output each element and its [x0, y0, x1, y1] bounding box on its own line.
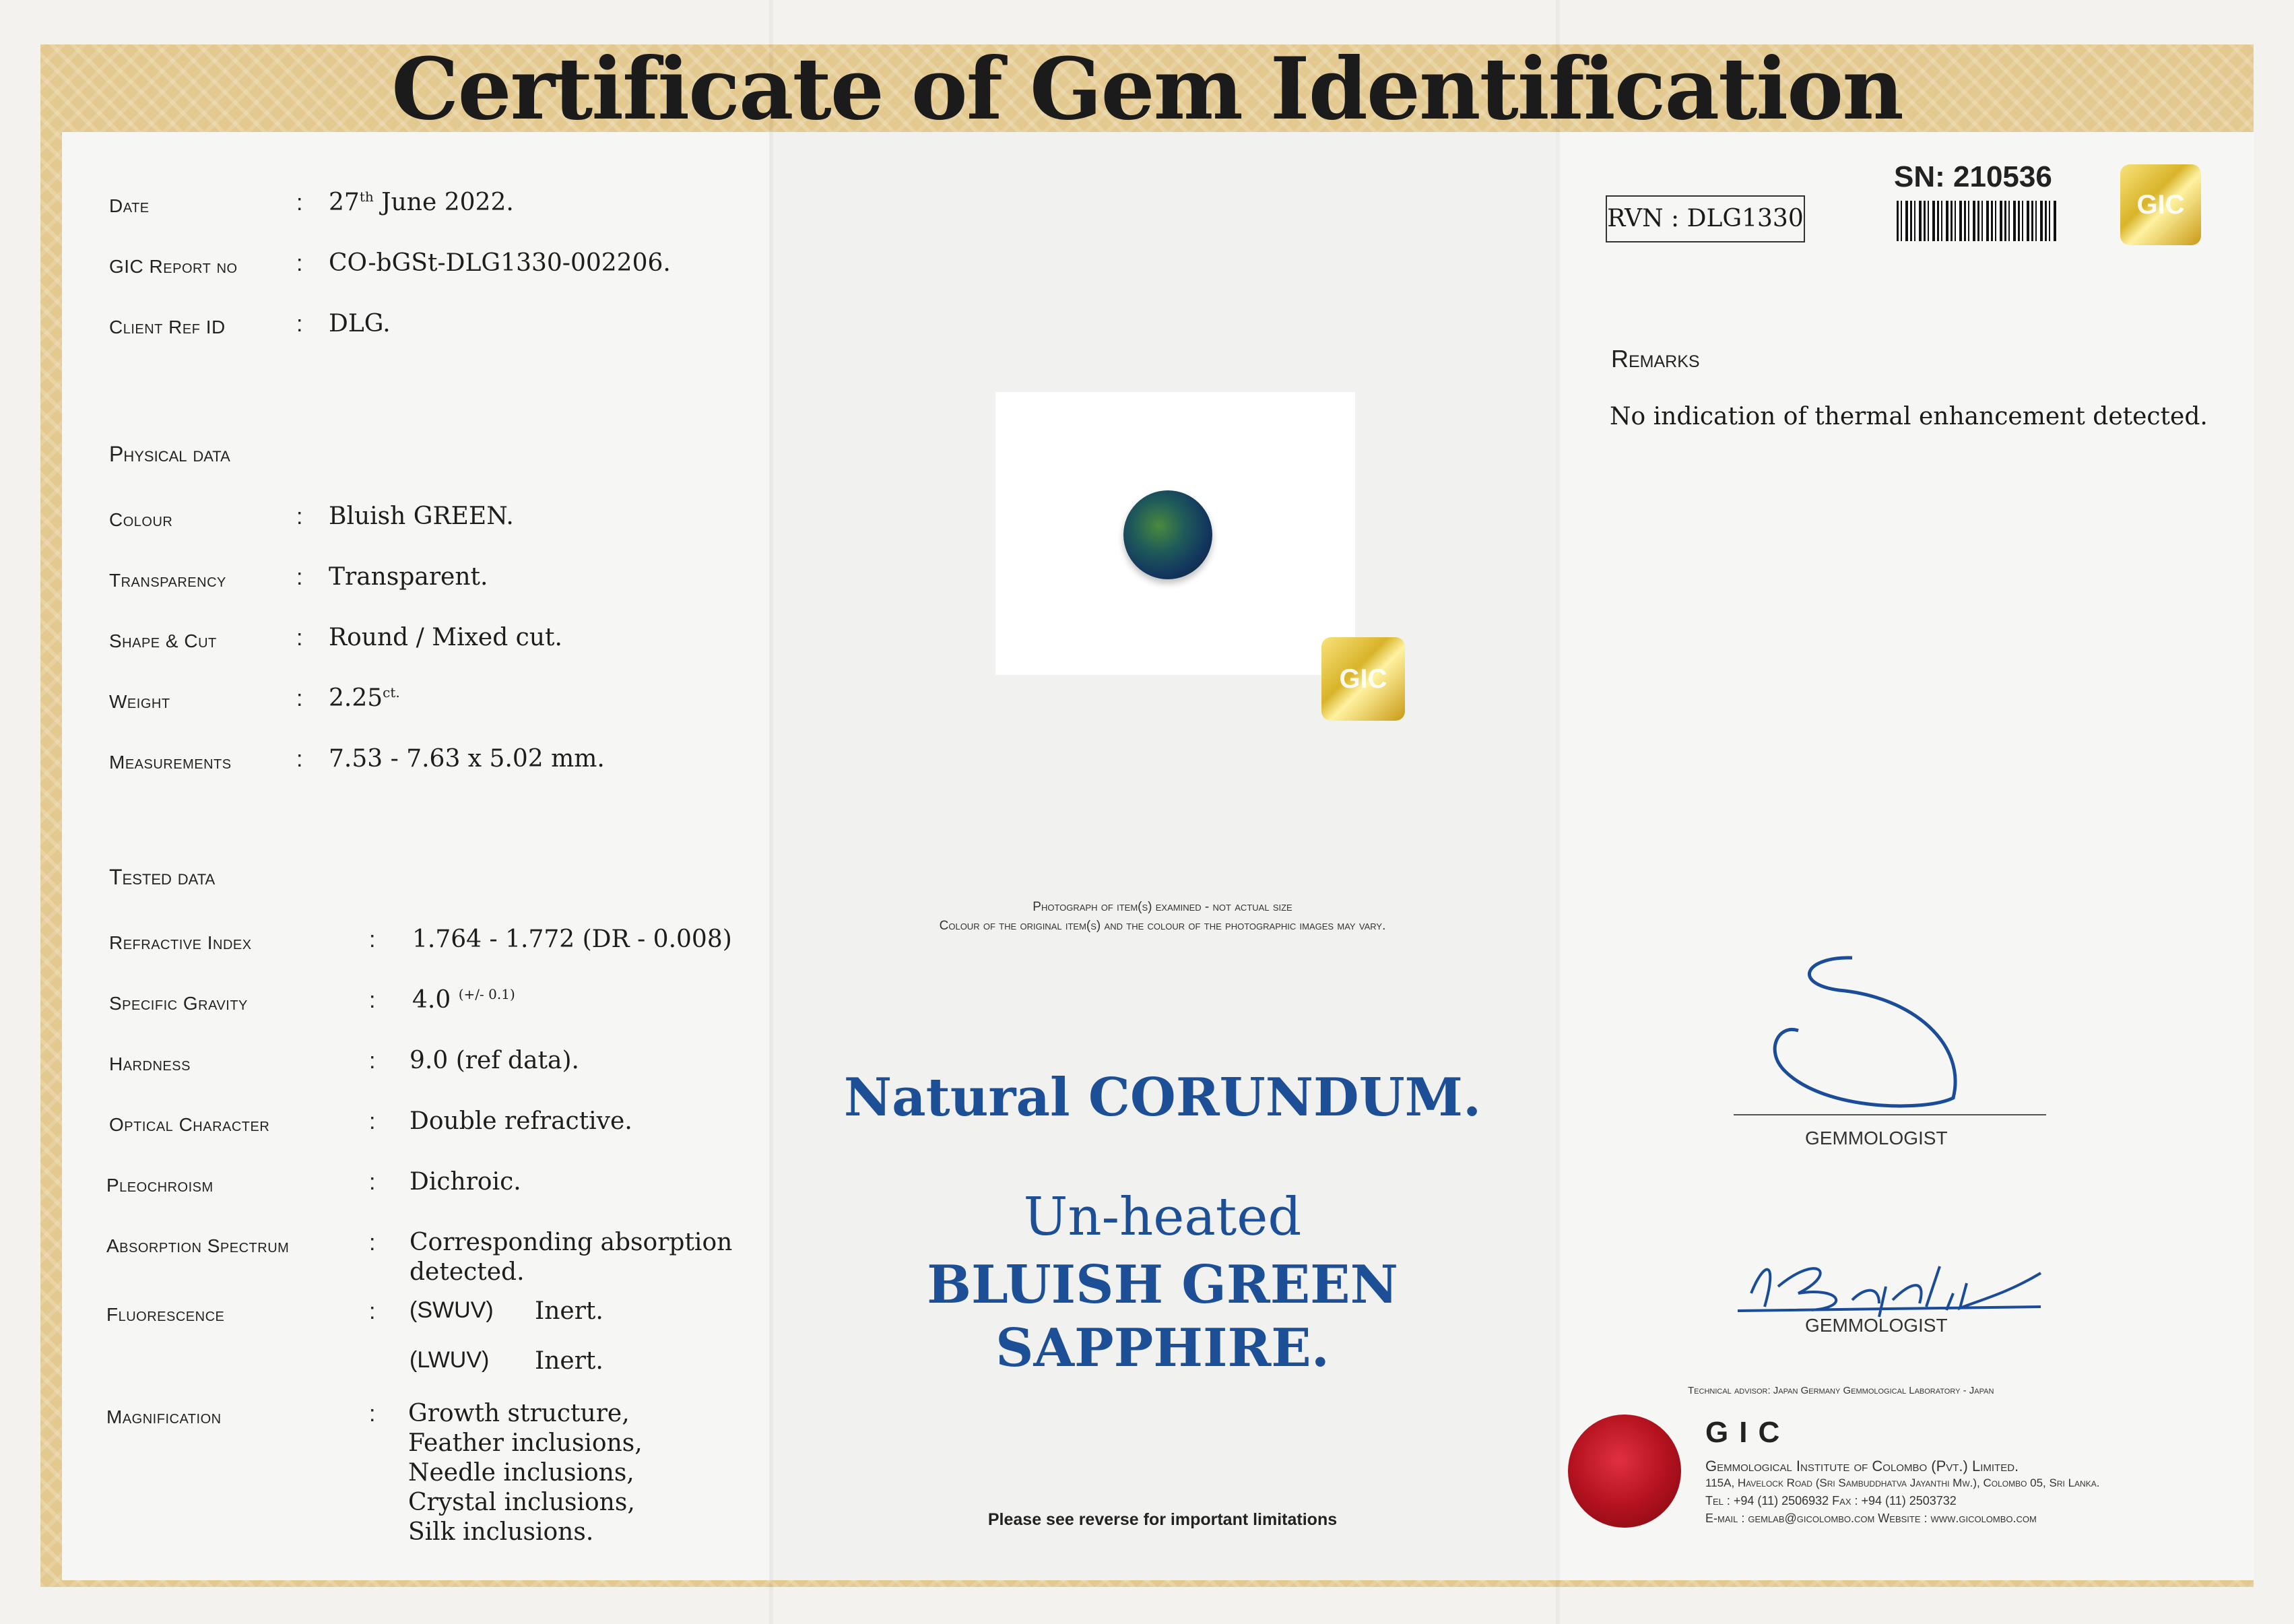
gemmologist-label-1: GEMMOLOGIST	[1805, 1128, 1948, 1148]
lwuv-label: (LWUV)	[409, 1347, 490, 1373]
colon: :	[296, 625, 303, 651]
absorption-spectrum-value: Corresponding absorption	[409, 1229, 733, 1256]
colon: :	[369, 1169, 376, 1195]
transparency-label: Transparency	[109, 570, 226, 591]
signature-line-1	[1734, 1114, 2046, 1115]
colon: :	[296, 504, 303, 529]
colour-label: Colour	[109, 509, 173, 530]
hologram-sticker: GIC	[2120, 164, 2201, 245]
measurements-value: 7.53 - 7.63 x 5.02 mm.	[329, 745, 605, 773]
technical-advisor: Technical advisor: Japan Germany Gemmological Laboratory - Japan	[1688, 1385, 1994, 1396]
pleochroism-value: Dichroic.	[409, 1168, 521, 1196]
refractive-index-value: 1.764 - 1.772 (DR - 0.008)	[412, 925, 732, 953]
date-value: 27th June 2022.	[329, 189, 514, 216]
client-ref-value: DLG.	[329, 310, 391, 337]
remarks-text: No indication of thermal enhancement detected.	[1610, 403, 2208, 430]
remarks-heading: Remarks	[1611, 345, 1700, 372]
institute-address: 115A, Havelock Road (Sri Sambuddhatva Jayanthi Mw.), Colombo 05, Sri Lanka.	[1705, 1476, 2100, 1489]
magnification-value-2: Feather inclusions,	[408, 1429, 643, 1457]
swuv-label: (SWUV)	[409, 1297, 494, 1323]
hardness-value: 9.0 (ref data).	[409, 1047, 579, 1074]
colon: :	[296, 311, 303, 337]
variety-name: SAPPHIRE.	[995, 1318, 1330, 1379]
signature-1	[1765, 943, 1980, 1118]
shape-cut-value: Round / Mixed cut.	[329, 624, 562, 651]
report-no-value: CO-bGSt-DLG1330-002206.	[329, 249, 671, 277]
treatment-status: Un-heated	[1023, 1187, 1302, 1247]
weight-value: $2.25^{ct.}$	[329, 684, 400, 712]
lwuv-value: Inert.	[535, 1347, 603, 1375]
colon: :	[369, 1401, 376, 1427]
weight-label: Weight	[109, 691, 170, 712]
transparency-value: Transparent.	[329, 563, 488, 591]
absorption-spectrum-value-2: detected.	[409, 1258, 525, 1286]
rvn-box: RVN : DLG1330	[1606, 195, 1805, 242]
colon: :	[369, 1109, 376, 1134]
species-name: Natural CORUNDUM.	[843, 1067, 1482, 1128]
sapphire-gem-image	[1123, 490, 1212, 579]
client-ref-label: Client Ref ID	[109, 317, 226, 337]
magnification-value-3: Needle inclusions,	[408, 1459, 634, 1487]
optical-character-value: Double refractive.	[409, 1107, 632, 1135]
report-no-label: GIC Report no	[109, 256, 238, 277]
colon: :	[369, 1048, 376, 1074]
signature-2	[1724, 1246, 2054, 1320]
institute-email: E-mail : gemlab@gicolombo.com Website : www.gicolombo.com	[1705, 1512, 2037, 1525]
colon: :	[296, 564, 303, 590]
tested-data-heading: Tested data	[109, 865, 216, 889]
colon: :	[296, 686, 303, 711]
measurements-label: Measurements	[109, 752, 232, 773]
colon: :	[296, 746, 303, 772]
wax-seal	[1568, 1415, 1681, 1528]
date-label: Date	[109, 195, 150, 216]
colon: :	[369, 1299, 376, 1324]
pleochroism-label: Pleochroism	[106, 1175, 214, 1196]
magnification-value-1: Growth structure,	[408, 1400, 630, 1427]
colon: :	[369, 987, 376, 1013]
colour-value: Bluish GREEN.	[329, 502, 514, 530]
colon: :	[296, 251, 303, 276]
colon: :	[369, 927, 376, 952]
swuv-value: Inert.	[535, 1297, 603, 1325]
refractive-index-label: Refractive Index	[109, 932, 252, 953]
serial-number: SN: 210536	[1894, 160, 2052, 193]
institute-name: Gemmological Institute of Colombo (Pvt.) Limited.	[1705, 1458, 2019, 1474]
magnification-label: Magnification	[106, 1406, 222, 1427]
photo-disclaimer: Colour of the original item(s) and the colour of the photographic images may vary.	[939, 919, 1386, 933]
hologram-sticker: GIC	[1321, 637, 1405, 721]
limitations-note: Please see reverse for important limitations	[987, 1510, 1338, 1529]
optical-character-label: Optical Character	[109, 1114, 270, 1135]
specific-gravity-value: 4.0 $^{(+/- 0.1)}$	[412, 986, 515, 1014]
variety-colour: BLUISH GREEN	[927, 1254, 1398, 1316]
institute-phone: Tel : +94 (11) 2506932 Fax : +94 (11) 2503732	[1705, 1494, 1957, 1507]
institute-abbr: GIC	[1705, 1416, 1791, 1449]
magnification-value-4: Crystal inclusions,	[408, 1489, 635, 1516]
colon: :	[296, 190, 303, 216]
photo-caption: Photograph of item(s) examined - not actual size	[1033, 900, 1292, 914]
magnification-value-5: Silk inclusions.	[408, 1518, 594, 1546]
absorption-spectrum-label: Absorption Spectrum	[106, 1235, 290, 1256]
fold-line	[769, 0, 773, 1624]
hardness-label: Hardness	[109, 1053, 191, 1074]
gemmologist-label-2: GEMMOLOGIST	[1805, 1315, 1948, 1336]
barcode	[1897, 201, 2057, 241]
colon: :	[369, 1230, 376, 1256]
fluorescence-label: Fluorescence	[106, 1304, 225, 1325]
shape-cut-label: Shape & Cut	[109, 630, 217, 651]
physical-data-heading: Physical data	[109, 442, 230, 466]
specific-gravity-label: Specific Gravity	[109, 993, 248, 1014]
certificate-title: Certificate of Gem Identification	[391, 39, 1903, 139]
fold-line	[1556, 0, 1560, 1624]
